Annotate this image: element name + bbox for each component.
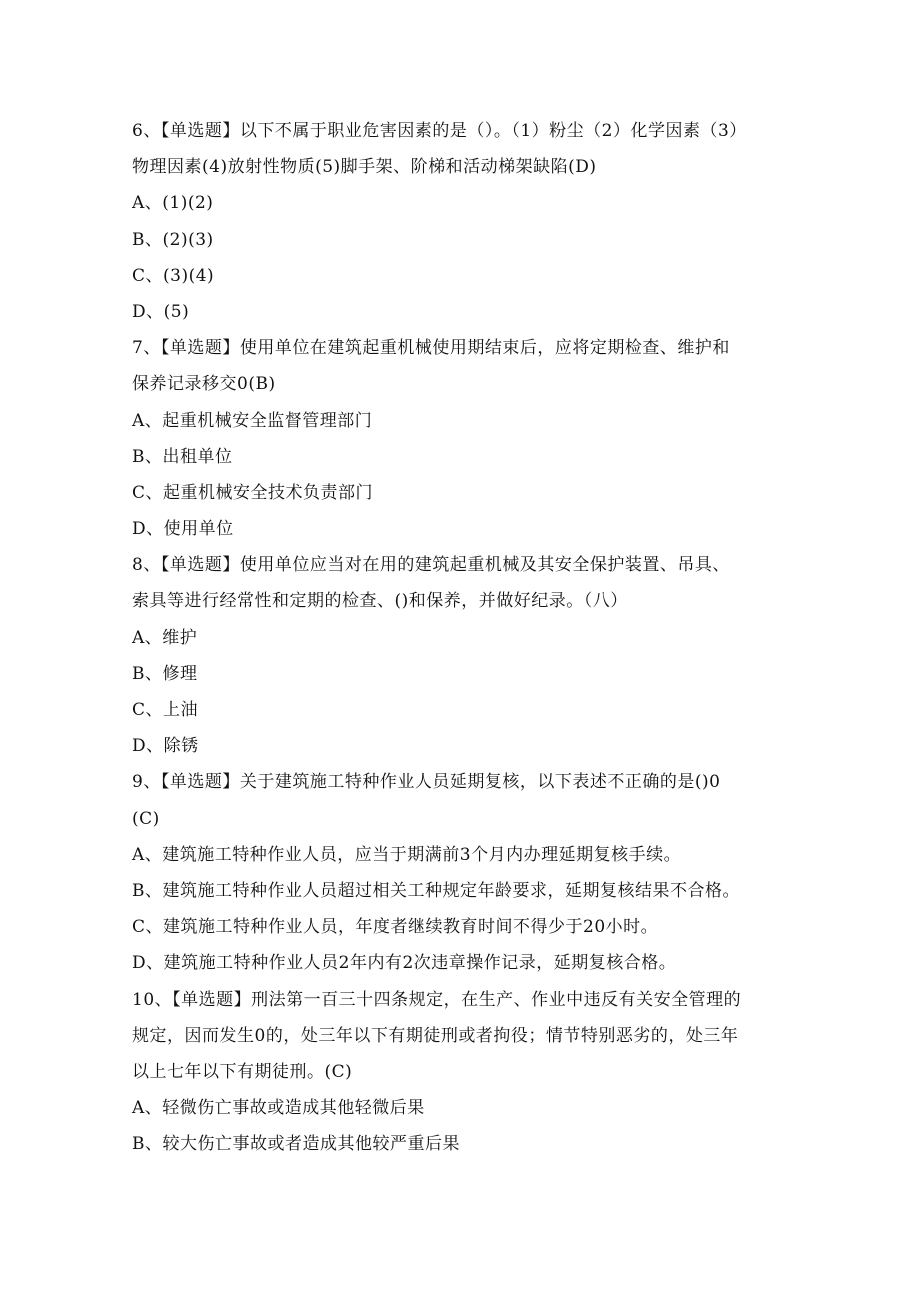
question-list (132, 113, 792, 1162)
question-8-option-d: D、除锈 (132, 736, 199, 757)
question-7-option-a: A、起重机械安全监督管理部门 (132, 410, 373, 431)
question-9-option-c: C、建筑施工特种作业人员，年度者继续教育时间不得少于20小时。 (132, 917, 659, 938)
question-6-option-c: C、(3)(4) (132, 265, 215, 286)
question-6-text-line-2: 物理因素(4)放射性物质(5)脚手架、阶梯和活动梯架缺陷(D) (132, 157, 597, 178)
question-9-option-d: D、建筑施工特种作业人员2年内有2次违章操作记录，延期复核合格。 (132, 953, 677, 974)
question-7-text-line-2: 保养记录移交0(B) (132, 374, 276, 395)
question-10-text-line-1: 10、【单选题】刑法第一百三十四条规定，在生产、作业中违反有关安全管理的 (132, 989, 742, 1010)
question-8-option-b: B、修理 (132, 663, 198, 684)
question-10-text-line-3: 以上七年以下有期徒刑。(C) (132, 1061, 353, 1082)
question-7-option-b: B、出租单位 (132, 446, 233, 467)
question-8-option-c: C、上油 (132, 700, 199, 720)
question-6-text-line-1: 6、【单选题】以下不属于职业危害因素的是（）。（1）粉尘（2）化学因素（3） (132, 121, 747, 141)
question-8-text-line-2: 索具等进行经常性和定期的检查、()和保养，并做好纪录。（八） (132, 591, 628, 612)
question-7-option-c: C、起重机械安全技术负责部门 (132, 482, 374, 503)
question-6-option-a: A、(1)(2) (132, 193, 214, 214)
question-9-option-a: A、建筑施工特种作业人员，应当于期满前3个月内办理延期复核手续。 (132, 844, 682, 865)
question-9-text-line-1: 9、【单选题】关于建筑施工特种作业人员延期复核，以下表述不正确的是()0 (132, 772, 721, 793)
question-10-option-a: A、轻微伤亡事故或造成其他轻微后果 (132, 1098, 425, 1119)
question-7-text-line-1: 7、【单选题】使用单位在建筑起重机械使用期结束后，应将定期检查、维护和 (132, 338, 730, 359)
question-8-text-line-1: 8、【单选题】使用单位应当对在用的建筑起重机械及其安全保护装置、吊具、 (132, 555, 730, 576)
question-6-option-b: B、(2)(3) (132, 229, 214, 250)
question-10-option-b: B、较大伤亡事故或者造成其他较严重后果 (132, 1134, 460, 1155)
question-10-text-line-2: 规定，因而发生0的，处三年以下有期徒刑或者拘役；情节特别恶劣的，处三年 (132, 1025, 739, 1046)
question-9-text-line-2: (C) (132, 808, 160, 829)
question-8-option-a: A、维护 (132, 627, 198, 648)
question-7-option-d: D、使用单位 (132, 519, 234, 540)
question-9-option-b: B、建筑施工特种作业人员超过相关工种规定年龄要求，延期复核结果不合格。 (132, 880, 740, 901)
question-6-option-d: D、(5) (132, 301, 190, 322)
